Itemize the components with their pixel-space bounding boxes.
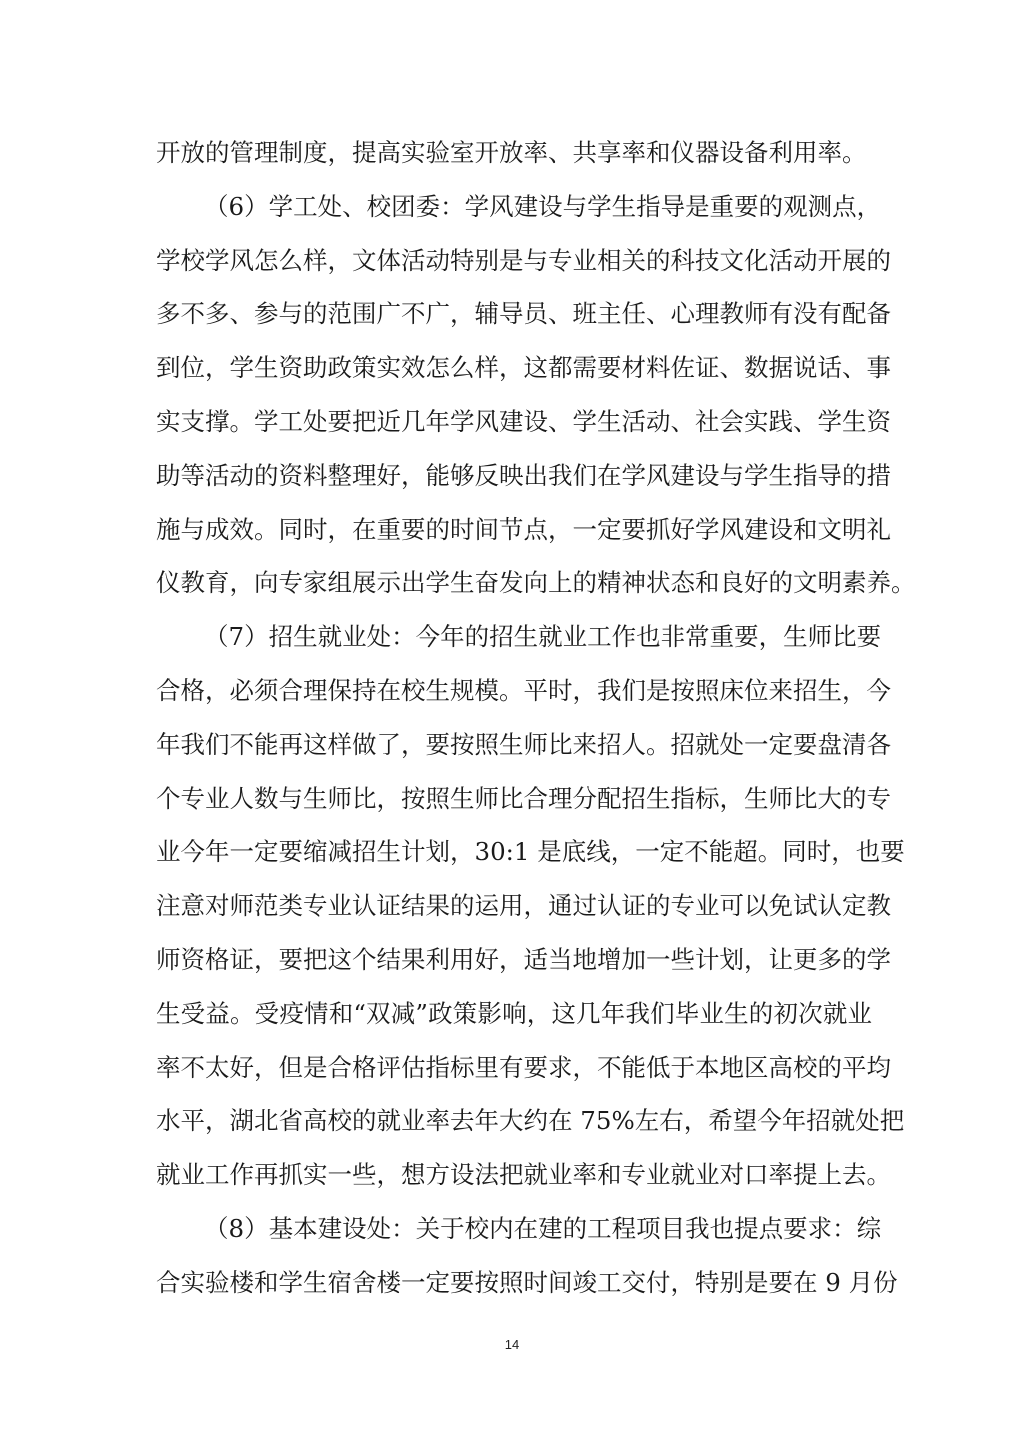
text-line: （8）基本建设处：关于校内在建的工程项目我也提点要求：综	[204, 1213, 882, 1243]
text-line: 多不多、参与的范围广不广，辅导员、班主任、心理教师有没有配备	[156, 299, 891, 329]
text-line: 个专业人数与生师比，按照生师比合理分配招生指标，生师比大的专	[156, 783, 891, 813]
text-line: 合实验楼和学生宿舍楼一定要按照时间竣工交付，特别是要在 9 月份	[156, 1267, 898, 1297]
text-line: 生受益。受疫情和“双减”政策影响，这几年我们毕业生的初次就业	[156, 998, 872, 1028]
text-line: 业今年一定要缩减招生计划，30:1 是底线，一定不能超。同时，也要	[156, 837, 905, 867]
text-line: 开放的管理制度，提高实验室开放率、共享率和仪器设备利用率。	[156, 138, 867, 167]
text-line: （6）学工处、校团委：学风建设与学生指导是重要的观测点，	[204, 191, 882, 221]
text-line: 水平，湖北省高校的就业率去年大约在 75%左右，希望今年招就处把	[156, 1106, 905, 1136]
page-number: 14	[504, 1337, 520, 1352]
text-line: 实支撑。学工处要把近几年学风建设、学生活动、社会实践、学生资	[156, 406, 891, 436]
text-line: 注意对师范类专业认证结果的运用，通过认证的专业可以免试认定教	[156, 891, 891, 921]
text-line: 就业工作再抓实一些，想方设法把就业率和专业就业对口率提上去。	[156, 1160, 891, 1190]
text-line: 率不太好，但是合格评估指标里有要求，不能低于本地区高校的平均	[156, 1052, 891, 1082]
text-line: 合格，必须合理保持在校生规模。平时，我们是按照床位来招生，今	[156, 675, 891, 705]
body-text	[156, 126, 916, 1310]
text-line: 仪教育，向专家组展示出学生奋发向上的精神状态和良好的文明素养。	[156, 568, 916, 598]
text-line: 助等活动的资料整理好，能够反映出我们在学风建设与学生指导的措	[156, 460, 891, 490]
text-line: 到位，学生资助政策实效怎么样，这都需要材料佐证、数据说话、事	[156, 353, 891, 383]
text-line: 年我们不能再这样做了，要按照生师比来招人。招就处一定要盘清各	[156, 729, 891, 759]
text-line: 师资格证，要把这个结果利用好，适当地增加一些计划，让更多的学	[156, 944, 891, 974]
text-line: （7）招生就业处：今年的招生就业工作也非常重要，生师比要	[204, 622, 882, 652]
text-line: 施与成效。同时，在重要的时间节点，一定要抓好学风建设和文明礼	[156, 514, 891, 544]
text-line: 学校学风怎么样，文体活动特别是与专业相关的科技文化活动开展的	[156, 245, 891, 275]
